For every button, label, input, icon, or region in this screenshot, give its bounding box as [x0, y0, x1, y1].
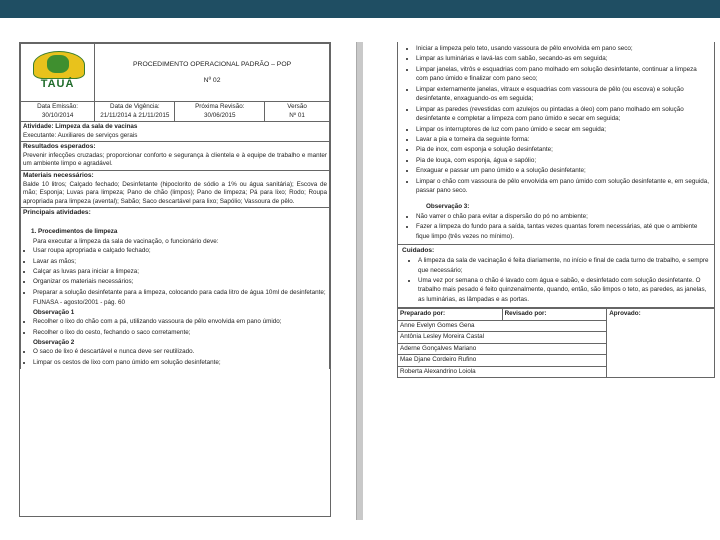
list-item: • Fazer a limpeza do fundo para a saída, tantas vezes quantas forem necessárias, até que o ambiente fique limpo (três vezes no mínimo). — [416, 222, 710, 241]
document-title: PROCEDIMENTO OPERACIONAL PADRÃO – POP — [133, 61, 292, 69]
list-item: • Pia de louça, com esponja, água e sapólio; — [416, 156, 710, 165]
document-page-right — [397, 42, 715, 517]
observation-2: Observação 2 — [33, 339, 75, 347]
signature-name: Antônia Lesley Moreira Castal — [398, 332, 607, 344]
list-item: • O saco de lixo é descartável e nunca deve ser reutilizado. — [33, 347, 327, 356]
signature-name: Roberta Alexandrino Loiola — [398, 366, 607, 378]
validity-date: 21/11/2014 à 21/11/2015 — [100, 111, 170, 119]
list-item: • Organizar os materiais necessários; — [33, 277, 327, 286]
source-reference: FUNASA - agosto/2001 - pág. 60 — [33, 299, 126, 307]
version-label: Versão — [287, 103, 307, 110]
slide-top-bar — [0, 0, 720, 18]
procedures-list-3 — [23, 347, 327, 367]
list-item: • Enxaguar e passar um pano úmido e a solução desinfetante; — [416, 166, 710, 175]
materials-text: Balde 10 litros; Calçado fechado; Desinfetante (hipoclorito de sódio a 1% ou água sanitária); Escova de mão; Esponja; Luvas para limpeza; Pano de chão (limpos); Pano de limpeza; Pá para lixo; Rodo; Roupa apropriada para limpeza (avental); Sabão; Saco descartável para lixo; Sapólio; Vassoura de pêlo. — [23, 180, 327, 205]
observation-3: Observação 3: — [426, 202, 470, 210]
list-item: • Não varrer o chão para evitar a dispersão do pó no ambiente; — [416, 212, 710, 221]
list-item: • Limpar janelas, vitrôs e esquadrias com pano molhado em solução desinfetante, continuar a limpeza com pano úmido e finalizar com pano seco; — [416, 65, 710, 84]
list-item: • Limpar os cestos de lixo com pano úmido em solução desinfetante; — [33, 358, 327, 367]
list-item: • Limpar as luminárias e lavá-las com sabão, secando-as em seguida; — [416, 54, 710, 63]
signatures-table — [397, 308, 715, 378]
list-item: • Recolher o lixo do chão com a pá, utilizando vassoura de pêlo envolvida em pano úmido; — [33, 317, 327, 326]
list-item: • A limpeza da sala de vacinação é feita diariamente, no início e final de cada turno de trabalho, e sempre que necessário; — [418, 256, 710, 275]
expected-results-text: Prevenir infecções cruzadas; proporcionar conforto e segurança à clientela e à equipe de trabalho e manter um ambiente limpo e agradável. — [23, 151, 327, 168]
materials-title: Materiais necessários: — [23, 171, 94, 179]
activity: Atividade: Limpeza da sala de vacinas — [23, 123, 138, 130]
list-item: • Recolher o lixo do cesto, fechando o saco corretamente; — [33, 328, 327, 337]
cleaning-steps-list — [398, 44, 710, 196]
list-item: • Lavar a pia e torneira da seguinte forma: — [416, 135, 710, 144]
list-item: • Uma vez por semana o chão é lavado com água e sabão, e desinfetado com solução desinfetante. O trabalho mais pesado é feito quinzenalmente, quando, então, são limpos o teto, as paredes, as janelas, as luminárias, as lâmpadas e as portas. — [418, 276, 710, 304]
list-item: • Calçar as luvas para iniciar a limpeza; — [33, 267, 327, 276]
page-divider — [356, 42, 363, 520]
list-item: • Limpar os interruptores de luz com pano úmido e secar em seguida; — [416, 125, 710, 134]
signature-name: Mae Djane Cordeiro Rufino — [398, 355, 607, 367]
document-page-left — [19, 42, 331, 517]
pop-header-table — [20, 43, 330, 369]
list-item: • Usar roupa apropriada e calçado fechado; — [33, 246, 327, 255]
next-review-date: 30/06/2015 — [204, 111, 236, 119]
emission-date: 30/10/2014 — [41, 111, 74, 119]
version-value: Nº 01 — [289, 111, 305, 119]
signature-name: Anne Evelyn Gomes Gena — [398, 320, 607, 332]
list-item: • Lavar as mãos; — [33, 257, 327, 266]
reviewed-by-label: Revisado por: — [504, 310, 547, 318]
executor: Executante: Auxiliares de serviços gerais — [23, 131, 138, 139]
list-item: • Pia de inox, com esponja e solução desinfetante; — [416, 145, 710, 154]
approved-label: Aprovado: — [609, 310, 641, 318]
procedures-list — [23, 246, 327, 297]
validity-label: Data de Vigência: — [110, 103, 160, 110]
care-list — [402, 256, 710, 304]
list-item: • Limpar externamente janelas, vitraux e esquadrias com vassoura de pêlo (ou escova) e solução desinfetante, enxaguando-os em seguida; — [416, 85, 710, 104]
signature-name: Aderne Gonçalves Mariano — [398, 343, 607, 355]
procedures-subtitle: 1. Procedimentos de limpeza — [31, 228, 118, 236]
document-number: Nº 02 — [203, 76, 221, 84]
care-title: Cuidados: — [402, 246, 435, 254]
procedures-intro: Para executar a limpeza da sala de vacinação, o funcionário deve: — [33, 237, 219, 245]
prepared-by-label: Preparado por: — [400, 310, 446, 318]
logo-cell — [21, 44, 95, 102]
expected-results-title: Resultados esperados: — [23, 143, 96, 150]
list-item: • Limpar o chão com vassoura de pêlo envolvida em pano úmido com solução desinfetante e, em seguida, passar pano seco. — [416, 177, 710, 196]
observation-1: Observação 1 — [33, 308, 75, 316]
list-item: • Iniciar a limpeza pelo teto, usando vassoura de pêlo envolvida em pano seco; — [416, 44, 710, 53]
list-item: • Preparar a solução desinfetante para a limpeza, colocando para cada litro de água 10ml de desinfetante; — [33, 288, 327, 297]
taua-logo: TAUÁ — [25, 49, 91, 91]
emission-date-label: Data Emissão: — [37, 103, 79, 110]
next-review-label: Próxima Revisão: — [195, 103, 245, 110]
cleaning-notes-list — [398, 212, 710, 241]
procedures-list-2 — [23, 317, 327, 337]
main-activities-title: Principais atividades: — [23, 209, 91, 217]
list-item: • Limpar as paredes (revestidas com azulejos ou pintadas a óleo) com pano molhado em solução desinfetante e completar a limpeza com pano úmido e secar em seguida; — [416, 105, 710, 124]
